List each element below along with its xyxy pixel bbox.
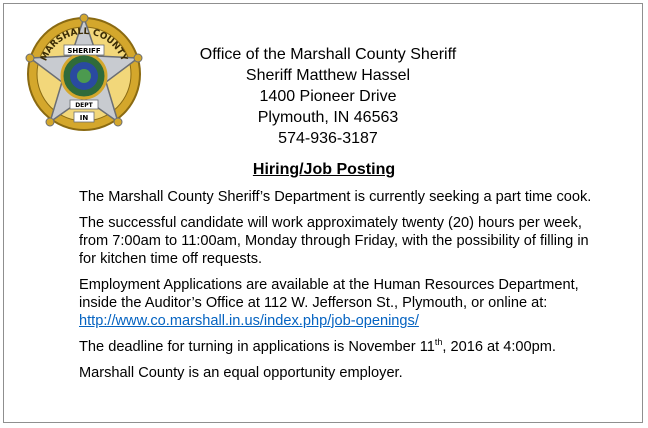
office-name: Office of the Marshall County Sheriff xyxy=(199,46,457,63)
sheriff-office-header xyxy=(154,44,502,149)
sheriff-badge-logo xyxy=(22,12,146,136)
paragraph-hours: The successful candidate will work approximately twenty (20) hours per week, from 7:00am to 11:00am, Monday through Friday, with the possibility of filling in for kitchen time off requests. xyxy=(79,215,589,267)
badge-top-text: MARSHALL COUNTY xyxy=(39,26,129,63)
phone-number: 574-936-3187 xyxy=(278,130,378,147)
deadline-text-end: , 2016 at 4:00pm. xyxy=(442,339,556,355)
badge-bottom-text: DEPT xyxy=(75,102,93,109)
sheriff-name: Sheriff Matthew Hassel xyxy=(245,67,411,84)
posting-body xyxy=(79,188,599,390)
street-address: 1400 Pioneer Drive xyxy=(259,88,397,105)
deadline-ordinal-suffix: th xyxy=(434,337,443,348)
city-state-zip: Plymouth, IN 46563 xyxy=(257,109,399,126)
paragraph-applications xyxy=(79,276,599,330)
badge-state-text: IN xyxy=(79,114,89,122)
paragraph-equal-opportunity: Marshall County is an equal opportunity employer. xyxy=(79,365,403,381)
paragraph-deadline xyxy=(79,338,599,356)
applications-text: Employment Applications are available at the Human Resources Department, inside the Auditor’s Office at 112 W. Jefferson St., Plymouth, or online at: xyxy=(79,277,579,311)
paragraph-position: The Marshall County Sheriff’s Department is currently seeking a part time cook. xyxy=(79,189,592,205)
posting-title: Hiring/Job Posting xyxy=(252,161,396,178)
job-openings-link[interactable]: http://www.co.marshall.in.us/index.php/job-openings/ xyxy=(79,313,419,329)
badge-ribbon-text: SHERIFF xyxy=(67,47,101,55)
deadline-text-start: The deadline for turning in applications is November 11 xyxy=(79,339,435,355)
